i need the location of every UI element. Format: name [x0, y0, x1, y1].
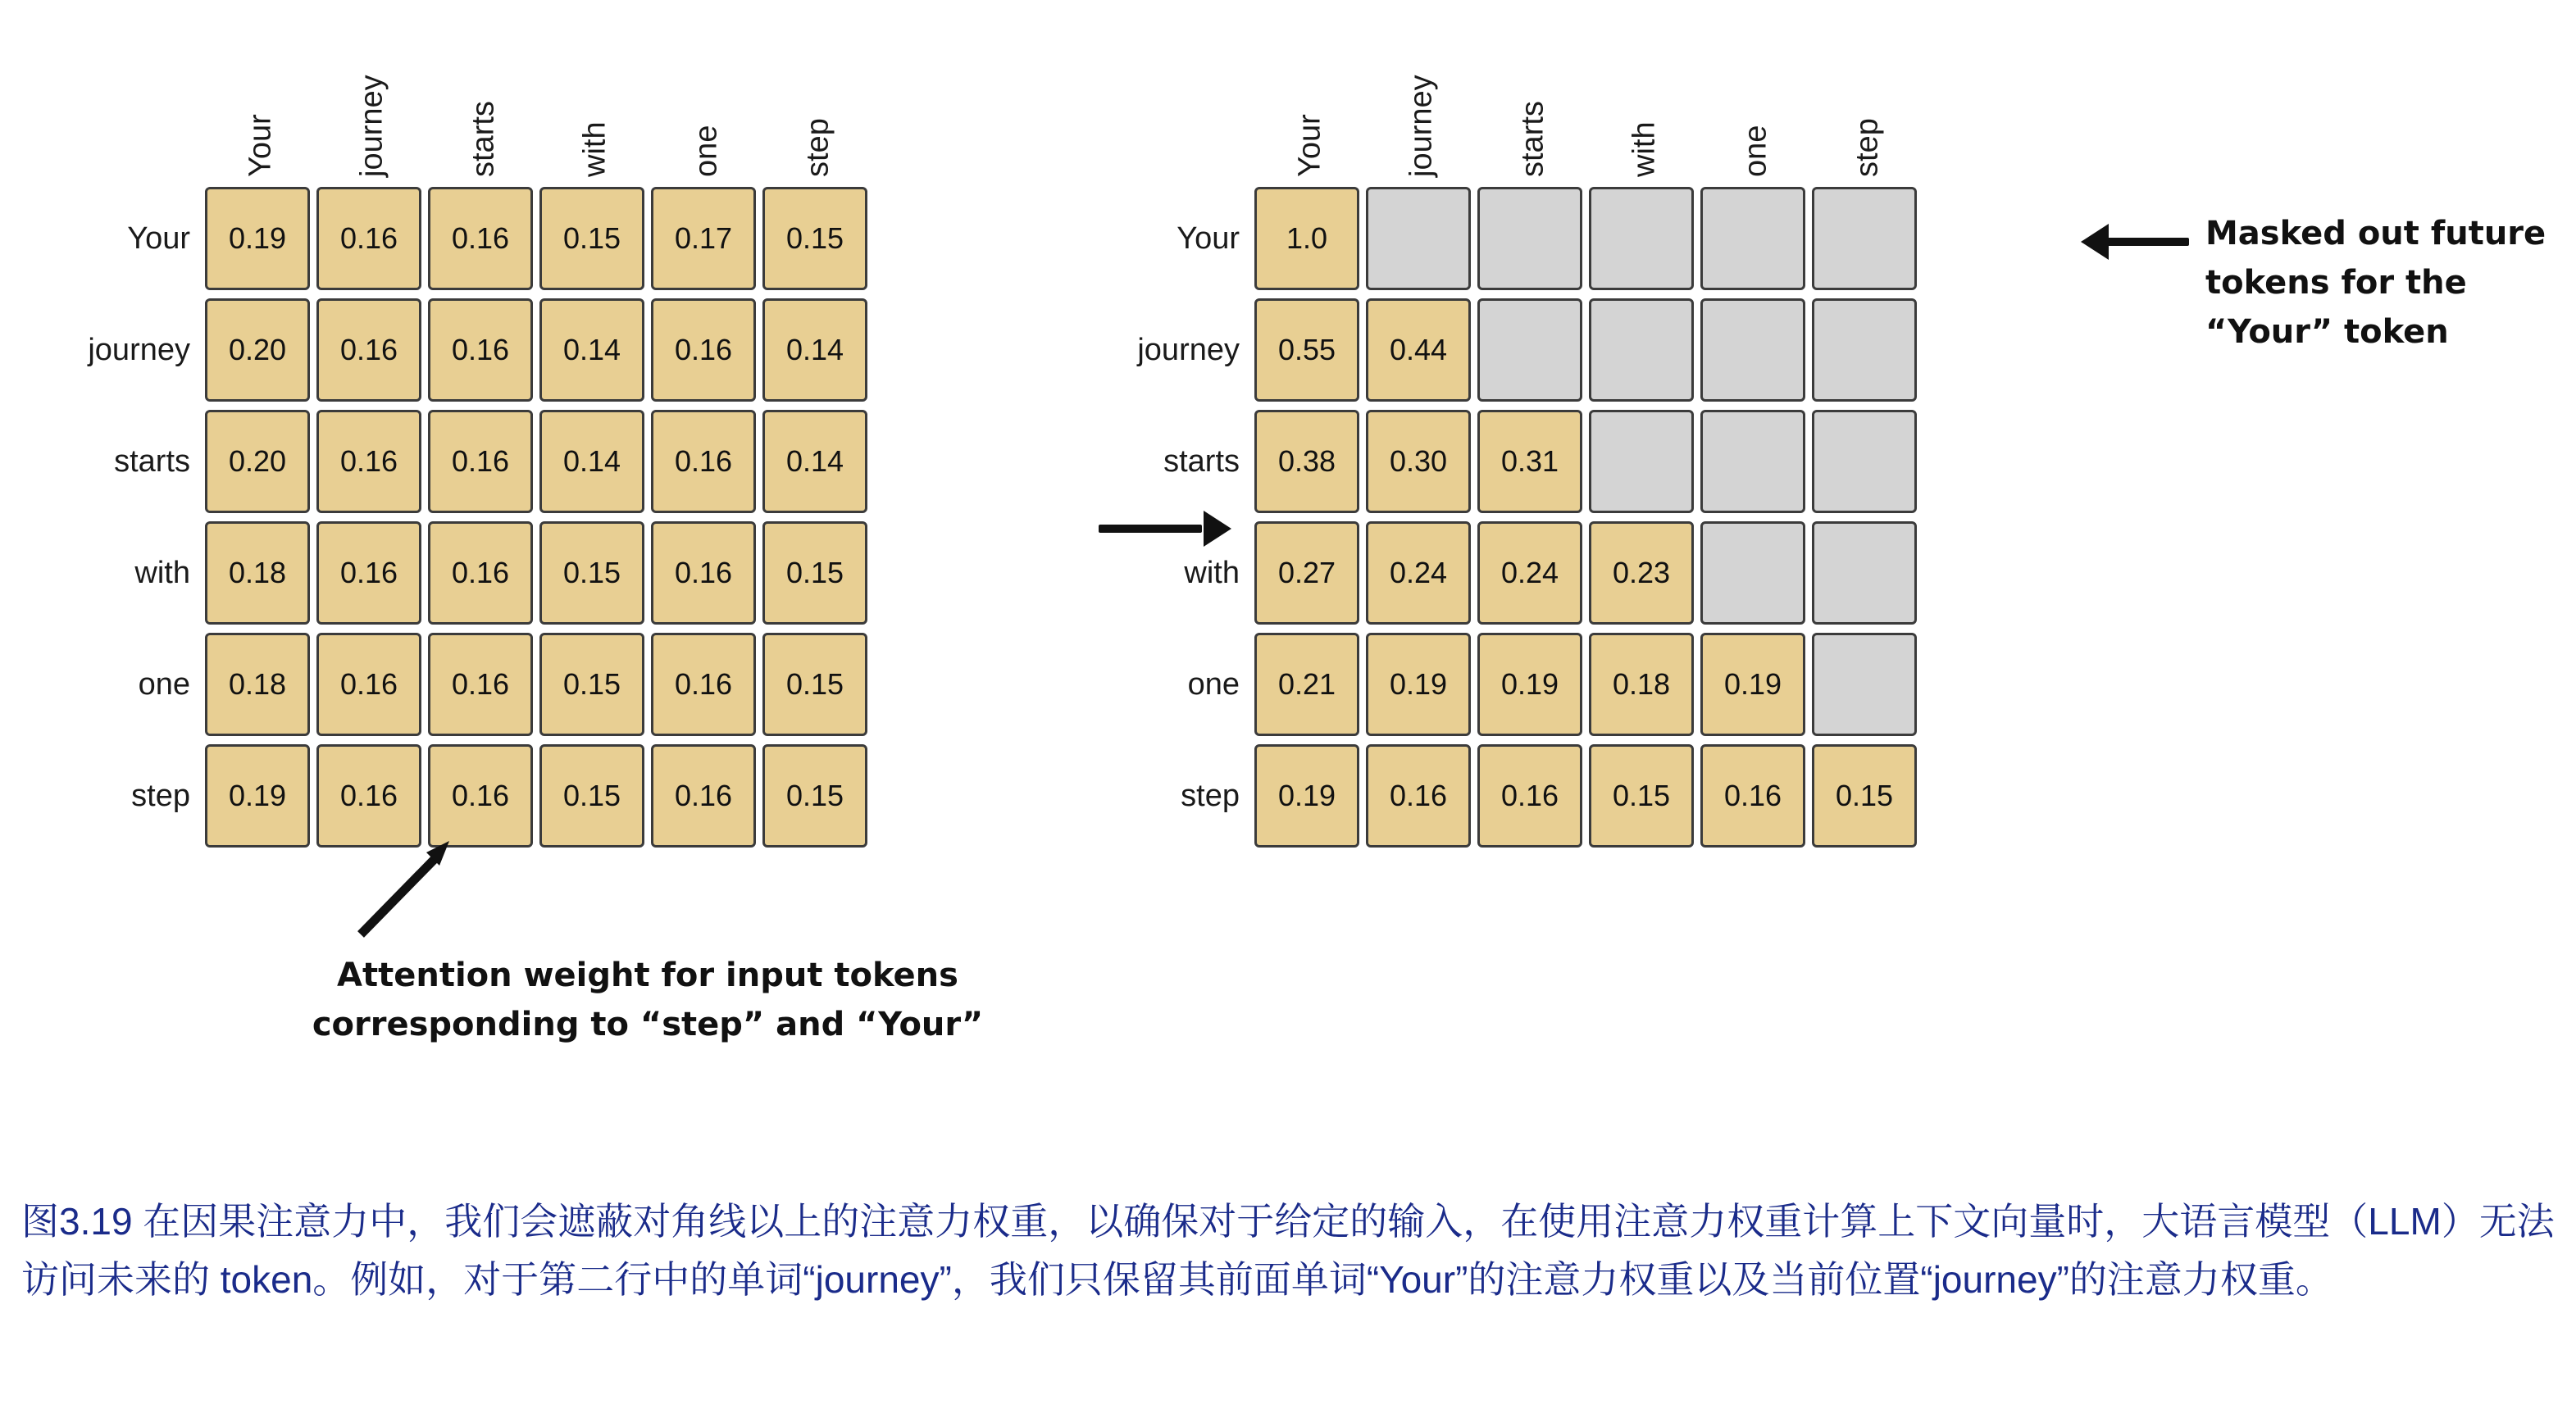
matrix-cell: 0.16 — [316, 521, 421, 625]
matrix-cell: 0.16 — [316, 298, 421, 402]
matrix-cell: 0.20 — [205, 298, 310, 402]
matrix-cell: 0.19 — [1700, 633, 1805, 736]
matrix-cell: 0.31 — [1477, 410, 1582, 513]
matrix-cell: 0.16 — [428, 744, 533, 848]
matrix-cell: 0.30 — [1366, 410, 1471, 513]
mask-note-text: Masked out future tokens for the “Your” token — [2205, 215, 2546, 351]
matrix-cell: 0.55 — [1254, 298, 1359, 402]
matrix-cell: 0.16 — [316, 187, 421, 290]
column-header-label: Your — [243, 114, 278, 177]
matrix-cell: 0.15 — [762, 187, 867, 290]
matrix-cell-masked — [1812, 633, 1917, 736]
column-header-label: with — [577, 121, 612, 177]
matrix-cell: 0.14 — [762, 298, 867, 402]
matrix-cell: 0.16 — [651, 410, 756, 513]
matrix-cell: 0.19 — [1477, 633, 1582, 736]
column-header — [762, 0, 874, 180]
matrix-cell: 0.15 — [762, 744, 867, 848]
column-header — [316, 0, 428, 180]
matrix-cell: 0.16 — [428, 521, 533, 625]
matrix-cell: 0.19 — [1254, 744, 1359, 848]
matrix-cell: 0.21 — [1254, 633, 1359, 736]
matrix-cell: 0.16 — [428, 410, 533, 513]
matrix-cell: 0.23 — [1589, 521, 1694, 625]
matrix-cell: 0.15 — [1812, 744, 1917, 848]
column-header-label: one — [689, 125, 724, 177]
matrix-cell-masked — [1477, 187, 1582, 290]
matrix-row — [114, 410, 874, 521]
matrix-cell: 0.17 — [651, 187, 756, 290]
matrix-row — [1163, 410, 1923, 521]
matrix-cell: 0.16 — [316, 633, 421, 736]
matrix-cell-masked — [1812, 187, 1917, 290]
row-label: step — [1181, 779, 1240, 813]
column-header — [1812, 0, 1923, 180]
column-header — [1366, 0, 1477, 180]
left-matrix-grid — [88, 187, 874, 856]
column-header-label: one — [1738, 125, 1773, 177]
matrix-cell: 0.27 — [1254, 521, 1359, 625]
matrix-cell-masked — [1700, 521, 1805, 625]
matrix-row — [1184, 521, 1923, 633]
column-header-label: with — [1627, 121, 1662, 177]
column-header — [1477, 0, 1589, 180]
column-header-label: step — [1850, 118, 1885, 177]
matrix-cell-masked — [1589, 298, 1694, 402]
matrix-cell: 0.19 — [1366, 633, 1471, 736]
matrix-cell: 1.0 — [1254, 187, 1359, 290]
column-header — [651, 0, 762, 180]
matrix-cell: 0.18 — [1589, 633, 1694, 736]
matrix-cell: 0.38 — [1254, 410, 1359, 513]
right-matrix-column-headers — [1254, 0, 1923, 180]
row-label: with — [1184, 556, 1240, 590]
left-matrix-column-headers — [205, 0, 874, 180]
matrix-cell: 0.15 — [1589, 744, 1694, 848]
matrix-cell: 0.18 — [205, 633, 310, 736]
matrix-cell-masked — [1700, 187, 1805, 290]
row-label: journey — [88, 333, 190, 367]
column-header — [1254, 0, 1366, 180]
row-label: starts — [1163, 444, 1240, 479]
matrix-cell: 0.16 — [1366, 744, 1471, 848]
column-header — [1700, 0, 1812, 180]
matrix-cell: 0.19 — [205, 744, 310, 848]
row-label: Your — [127, 221, 190, 256]
matrix-cell: 0.44 — [1366, 298, 1471, 402]
matrix-cell: 0.19 — [205, 187, 310, 290]
matrix-cell-masked — [1589, 410, 1694, 513]
matrix-row — [1176, 187, 1923, 298]
matrix-cell: 0.24 — [1477, 521, 1582, 625]
right-matrix-grid — [1137, 187, 1923, 856]
matrix-cell: 0.16 — [651, 633, 756, 736]
matrix-cell: 0.16 — [651, 298, 756, 402]
matrix-cell: 0.24 — [1366, 521, 1471, 625]
matrix-cell: 0.16 — [316, 410, 421, 513]
column-header — [1589, 0, 1700, 180]
matrix-cell: 0.15 — [539, 633, 644, 736]
column-header — [428, 0, 539, 180]
matrix-cell: 0.18 — [205, 521, 310, 625]
matrix-cell: 0.16 — [1700, 744, 1805, 848]
matrix-cell-masked — [1812, 521, 1917, 625]
matrix-row — [134, 521, 874, 633]
matrix-row — [131, 744, 874, 856]
matrix-cell: 0.16 — [428, 633, 533, 736]
column-header — [205, 0, 316, 180]
matrix-cell: 0.16 — [651, 521, 756, 625]
row-label: Your — [1176, 221, 1240, 256]
column-header-label: journey — [354, 75, 389, 177]
matrix-cell: 0.20 — [205, 410, 310, 513]
row-label: one — [1187, 667, 1240, 702]
matrix-cell: 0.16 — [316, 744, 421, 848]
matrix-cell-masked — [1366, 187, 1471, 290]
matrix-row — [138, 633, 874, 744]
matrix-row — [1181, 744, 1923, 856]
matrix-cell: 0.14 — [539, 298, 644, 402]
matrix-cell-masked — [1477, 298, 1582, 402]
row-label: with — [134, 556, 190, 590]
matrix-cell: 0.15 — [539, 744, 644, 848]
column-header-label: step — [800, 118, 835, 177]
column-header-label: starts — [1515, 101, 1550, 177]
matrix-cell-masked — [1812, 410, 1917, 513]
matrix-cell: 0.16 — [428, 298, 533, 402]
row-label: journey — [1137, 333, 1240, 367]
matrix-cell: 0.15 — [762, 521, 867, 625]
matrix-cell: 0.14 — [539, 410, 644, 513]
matrix-cell: 0.15 — [539, 187, 644, 290]
matrix-cell: 0.16 — [1477, 744, 1582, 848]
matrix-cell-masked — [1700, 410, 1805, 513]
matrix-row — [1137, 298, 1923, 410]
matrix-cell-masked — [1589, 187, 1694, 290]
row-label: starts — [114, 444, 190, 479]
matrix-row — [1187, 633, 1923, 744]
column-header-label: starts — [466, 101, 501, 177]
attention-weight-arrow-icon — [353, 836, 459, 943]
matrix-row — [88, 298, 874, 410]
row-label: step — [131, 779, 190, 813]
matrix-cell: 0.15 — [762, 633, 867, 736]
matrix-cell-masked — [1700, 298, 1805, 402]
row-label: one — [138, 667, 190, 702]
matrix-cell: 0.16 — [651, 744, 756, 848]
matrix-row — [127, 187, 874, 298]
matrix-cell: 0.16 — [428, 187, 533, 290]
column-header — [539, 0, 651, 180]
figure-caption: 图3.19 在因果注意力中，我们会遮蔽对角线以上的注意力权重，以确保对于给定的输入，在使用注意力权重计算上下文向量时，大语言模型（LLM）无法访问未来的 token。例如，对于第二行中的单词“journey”，我们只保留其前面单词“Your”的注意力权重以及当前位置“journey”的注意力权重。 — [21, 1200, 2555, 1302]
column-header-label: Your — [1292, 114, 1327, 177]
column-header-label: journey — [1404, 75, 1439, 177]
attention-weight-note-text: Attention weight for input tokens corresponding to “step” and “Your” — [312, 957, 984, 1043]
matrix-cell-masked — [1812, 298, 1917, 402]
matrix-cell: 0.14 — [762, 410, 867, 513]
matrix-cell: 0.15 — [539, 521, 644, 625]
mask-note-arrow-icon — [2082, 238, 2189, 248]
